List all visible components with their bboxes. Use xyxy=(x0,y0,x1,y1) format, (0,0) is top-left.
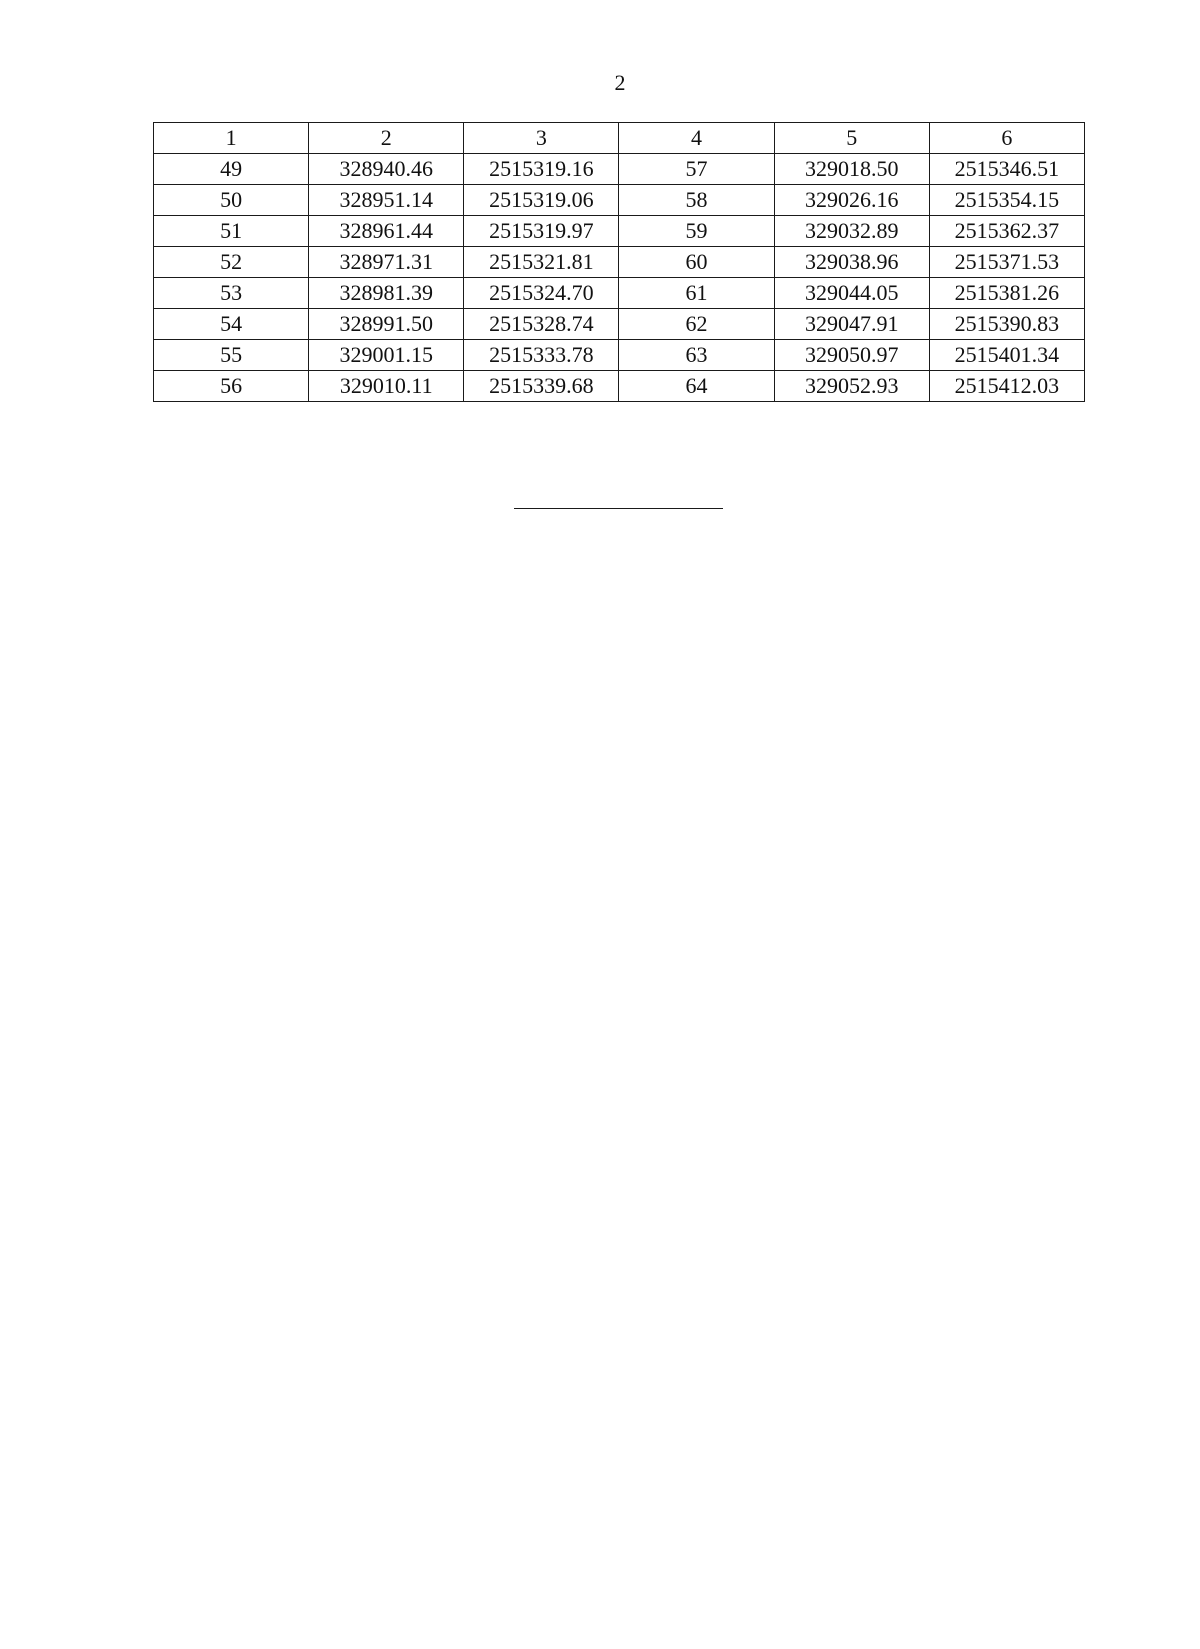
coordinates-table xyxy=(153,122,1085,402)
table-cell: 57 xyxy=(619,154,774,185)
table-cell: 2515346.51 xyxy=(929,154,1084,185)
table-cell: 2515319.06 xyxy=(464,185,619,216)
table-cell: 329050.97 xyxy=(774,340,929,371)
table-cell: 2515362.37 xyxy=(929,216,1084,247)
table-cell: 52 xyxy=(154,247,309,278)
table-cell: 2515339.68 xyxy=(464,371,619,402)
table-cell: 58 xyxy=(619,185,774,216)
table-row xyxy=(154,216,1085,247)
table-cell: 2515381.26 xyxy=(929,278,1084,309)
page-number: 2 xyxy=(614,70,626,95)
end-of-document-rule xyxy=(514,508,723,509)
table-cell: 56 xyxy=(154,371,309,402)
table-cell: 2515328.74 xyxy=(464,309,619,340)
header-cell: 1 xyxy=(154,123,309,154)
table-row xyxy=(154,309,1085,340)
header-cell: 3 xyxy=(464,123,619,154)
table-cell: 2515401.34 xyxy=(929,340,1084,371)
table-cell: 55 xyxy=(154,340,309,371)
table-cell: 329032.89 xyxy=(774,216,929,247)
table-cell: 329018.50 xyxy=(774,154,929,185)
table-cell: 328981.39 xyxy=(309,278,464,309)
table-row xyxy=(154,154,1085,185)
table-row xyxy=(154,371,1085,402)
table-cell: 329001.15 xyxy=(309,340,464,371)
table-cell: 329038.96 xyxy=(774,247,929,278)
table-cell: 329047.91 xyxy=(774,309,929,340)
table-cell: 2515321.81 xyxy=(464,247,619,278)
table-cell: 49 xyxy=(154,154,309,185)
header-cell: 2 xyxy=(309,123,464,154)
table-cell: 50 xyxy=(154,185,309,216)
table-cell: 328991.50 xyxy=(309,309,464,340)
header-cell: 6 xyxy=(929,123,1084,154)
table-cell: 328971.31 xyxy=(309,247,464,278)
table-cell: 2515354.15 xyxy=(929,185,1084,216)
table-header-row xyxy=(154,123,1085,154)
table-cell: 54 xyxy=(154,309,309,340)
table-cell: 51 xyxy=(154,216,309,247)
table-cell: 2515371.53 xyxy=(929,247,1084,278)
table-cell: 63 xyxy=(619,340,774,371)
header-cell: 4 xyxy=(619,123,774,154)
table-cell: 2515324.70 xyxy=(464,278,619,309)
table-cell: 2515412.03 xyxy=(929,371,1084,402)
table-row xyxy=(154,278,1085,309)
table-cell: 61 xyxy=(619,278,774,309)
table-cell: 2515319.97 xyxy=(464,216,619,247)
header-cell: 5 xyxy=(774,123,929,154)
table-cell: 329010.11 xyxy=(309,371,464,402)
table-cell: 62 xyxy=(619,309,774,340)
table-cell: 329026.16 xyxy=(774,185,929,216)
table-row xyxy=(154,247,1085,278)
table-cell: 64 xyxy=(619,371,774,402)
table-cell: 53 xyxy=(154,278,309,309)
table-cell: 2515319.16 xyxy=(464,154,619,185)
table-cell: 328940.46 xyxy=(309,154,464,185)
table-row xyxy=(154,185,1085,216)
table-cell: 328961.44 xyxy=(309,216,464,247)
table-cell: 328951.14 xyxy=(309,185,464,216)
table-row xyxy=(154,340,1085,371)
table-cell: 329052.93 xyxy=(774,371,929,402)
table-cell: 329044.05 xyxy=(774,278,929,309)
table-cell: 59 xyxy=(619,216,774,247)
table-cell: 2515333.78 xyxy=(464,340,619,371)
table-cell: 2515390.83 xyxy=(929,309,1084,340)
table-cell: 60 xyxy=(619,247,774,278)
